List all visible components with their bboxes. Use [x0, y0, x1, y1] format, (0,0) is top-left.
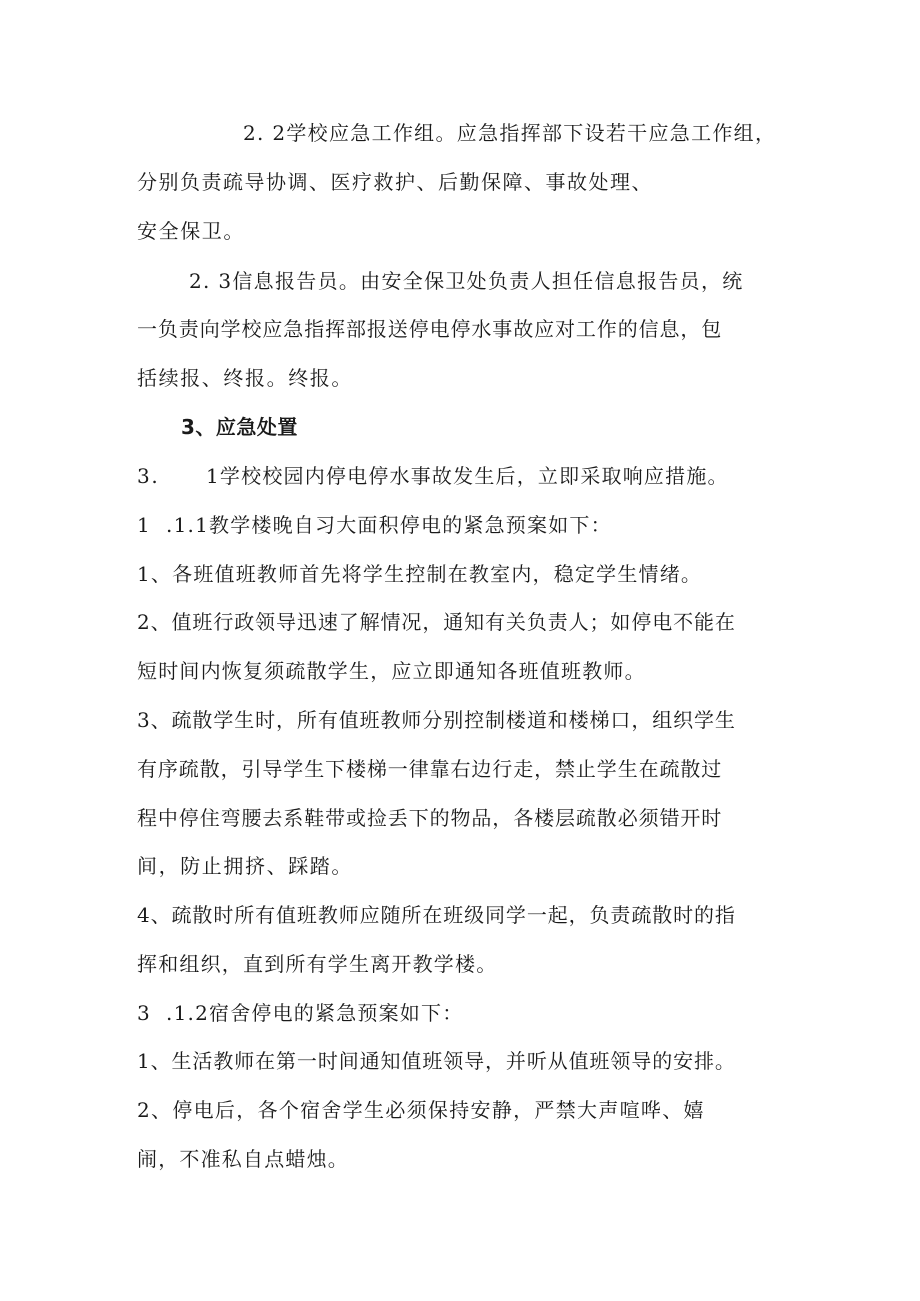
step-3-line-2: 有序疏散，引导学生下楼梯一律靠右边行走，禁止学生在疏散过	[137, 757, 723, 781]
step-4-line-1: 4、疏散时所有值班教师应随所在班级同学一起，负责疏散时的指	[137, 903, 736, 927]
step-4-line-2: 挥和组织，直到所有学生离开教学楼。	[137, 952, 498, 976]
section-2-3-line-1: 2. 3信息报告员。由安全保卫处负责人担任信息报告员，统	[189, 269, 744, 293]
section-2-3-line-2: 一负责向学校应急指挥部报送停电停水事故应对工作的信息，包	[137, 317, 723, 341]
item-3-1-1-heading: 1 .1.1教学楼晚自习大面积停电的紧急预案如下：	[137, 513, 612, 537]
item-3-1-number: 3.	[137, 464, 160, 488]
section-2-2-line-2: 分别负责疏导协调、医疗救护、后勤保障、事故处理、	[137, 170, 653, 194]
step-2-line-1: 2、值班行政领导迅速了解情况，通知有关负责人；如停电不能在	[137, 610, 736, 634]
dorm-step-2-line-1: 2、停电后，各个宿舍学生必须保持安静，严禁大声喧哗、嬉	[137, 1098, 705, 1122]
item-3-1-text: 1学校校园内停电停水事故发生后，立即采取响应措施。	[206, 464, 729, 488]
item-3-1-2-heading: 3 .1.2宿舍停电的紧急预案如下：	[137, 1001, 464, 1025]
step-3-line-4: 间，防止拥挤、踩踏。	[137, 854, 353, 878]
section-3-heading: 3、应急处置	[181, 415, 298, 439]
section-2-3-line-3: 括续报、终报。终报。	[137, 366, 353, 390]
step-1: 1、各班值班教师首先将学生控制在教室内，稳定学生情绪。	[137, 562, 703, 586]
step-3-line-3: 程中停住弯腰去系鞋带或捡丢下的物品，各楼层疏散必须错开时	[137, 806, 723, 830]
step-2-line-2: 短时间内恢复须疏散学生，应立即通知各班值班教师。	[137, 659, 646, 683]
dorm-step-2-line-2: 闹，不准私自点蜡烛。	[137, 1147, 349, 1171]
step-3-line-1: 3、疏散学生时，所有值班教师分别控制楼道和楼梯口，组织学生	[137, 708, 736, 732]
section-2-2-line-1: 2. 2学校应急工作组。应急指挥部下设若干应急工作组，	[243, 121, 777, 145]
section-2-2-line-3: 安全保卫。	[137, 219, 245, 243]
dorm-step-1: 1、生活教师在第一时间通知值班领导，并听从值班领导的安排。	[137, 1049, 736, 1073]
